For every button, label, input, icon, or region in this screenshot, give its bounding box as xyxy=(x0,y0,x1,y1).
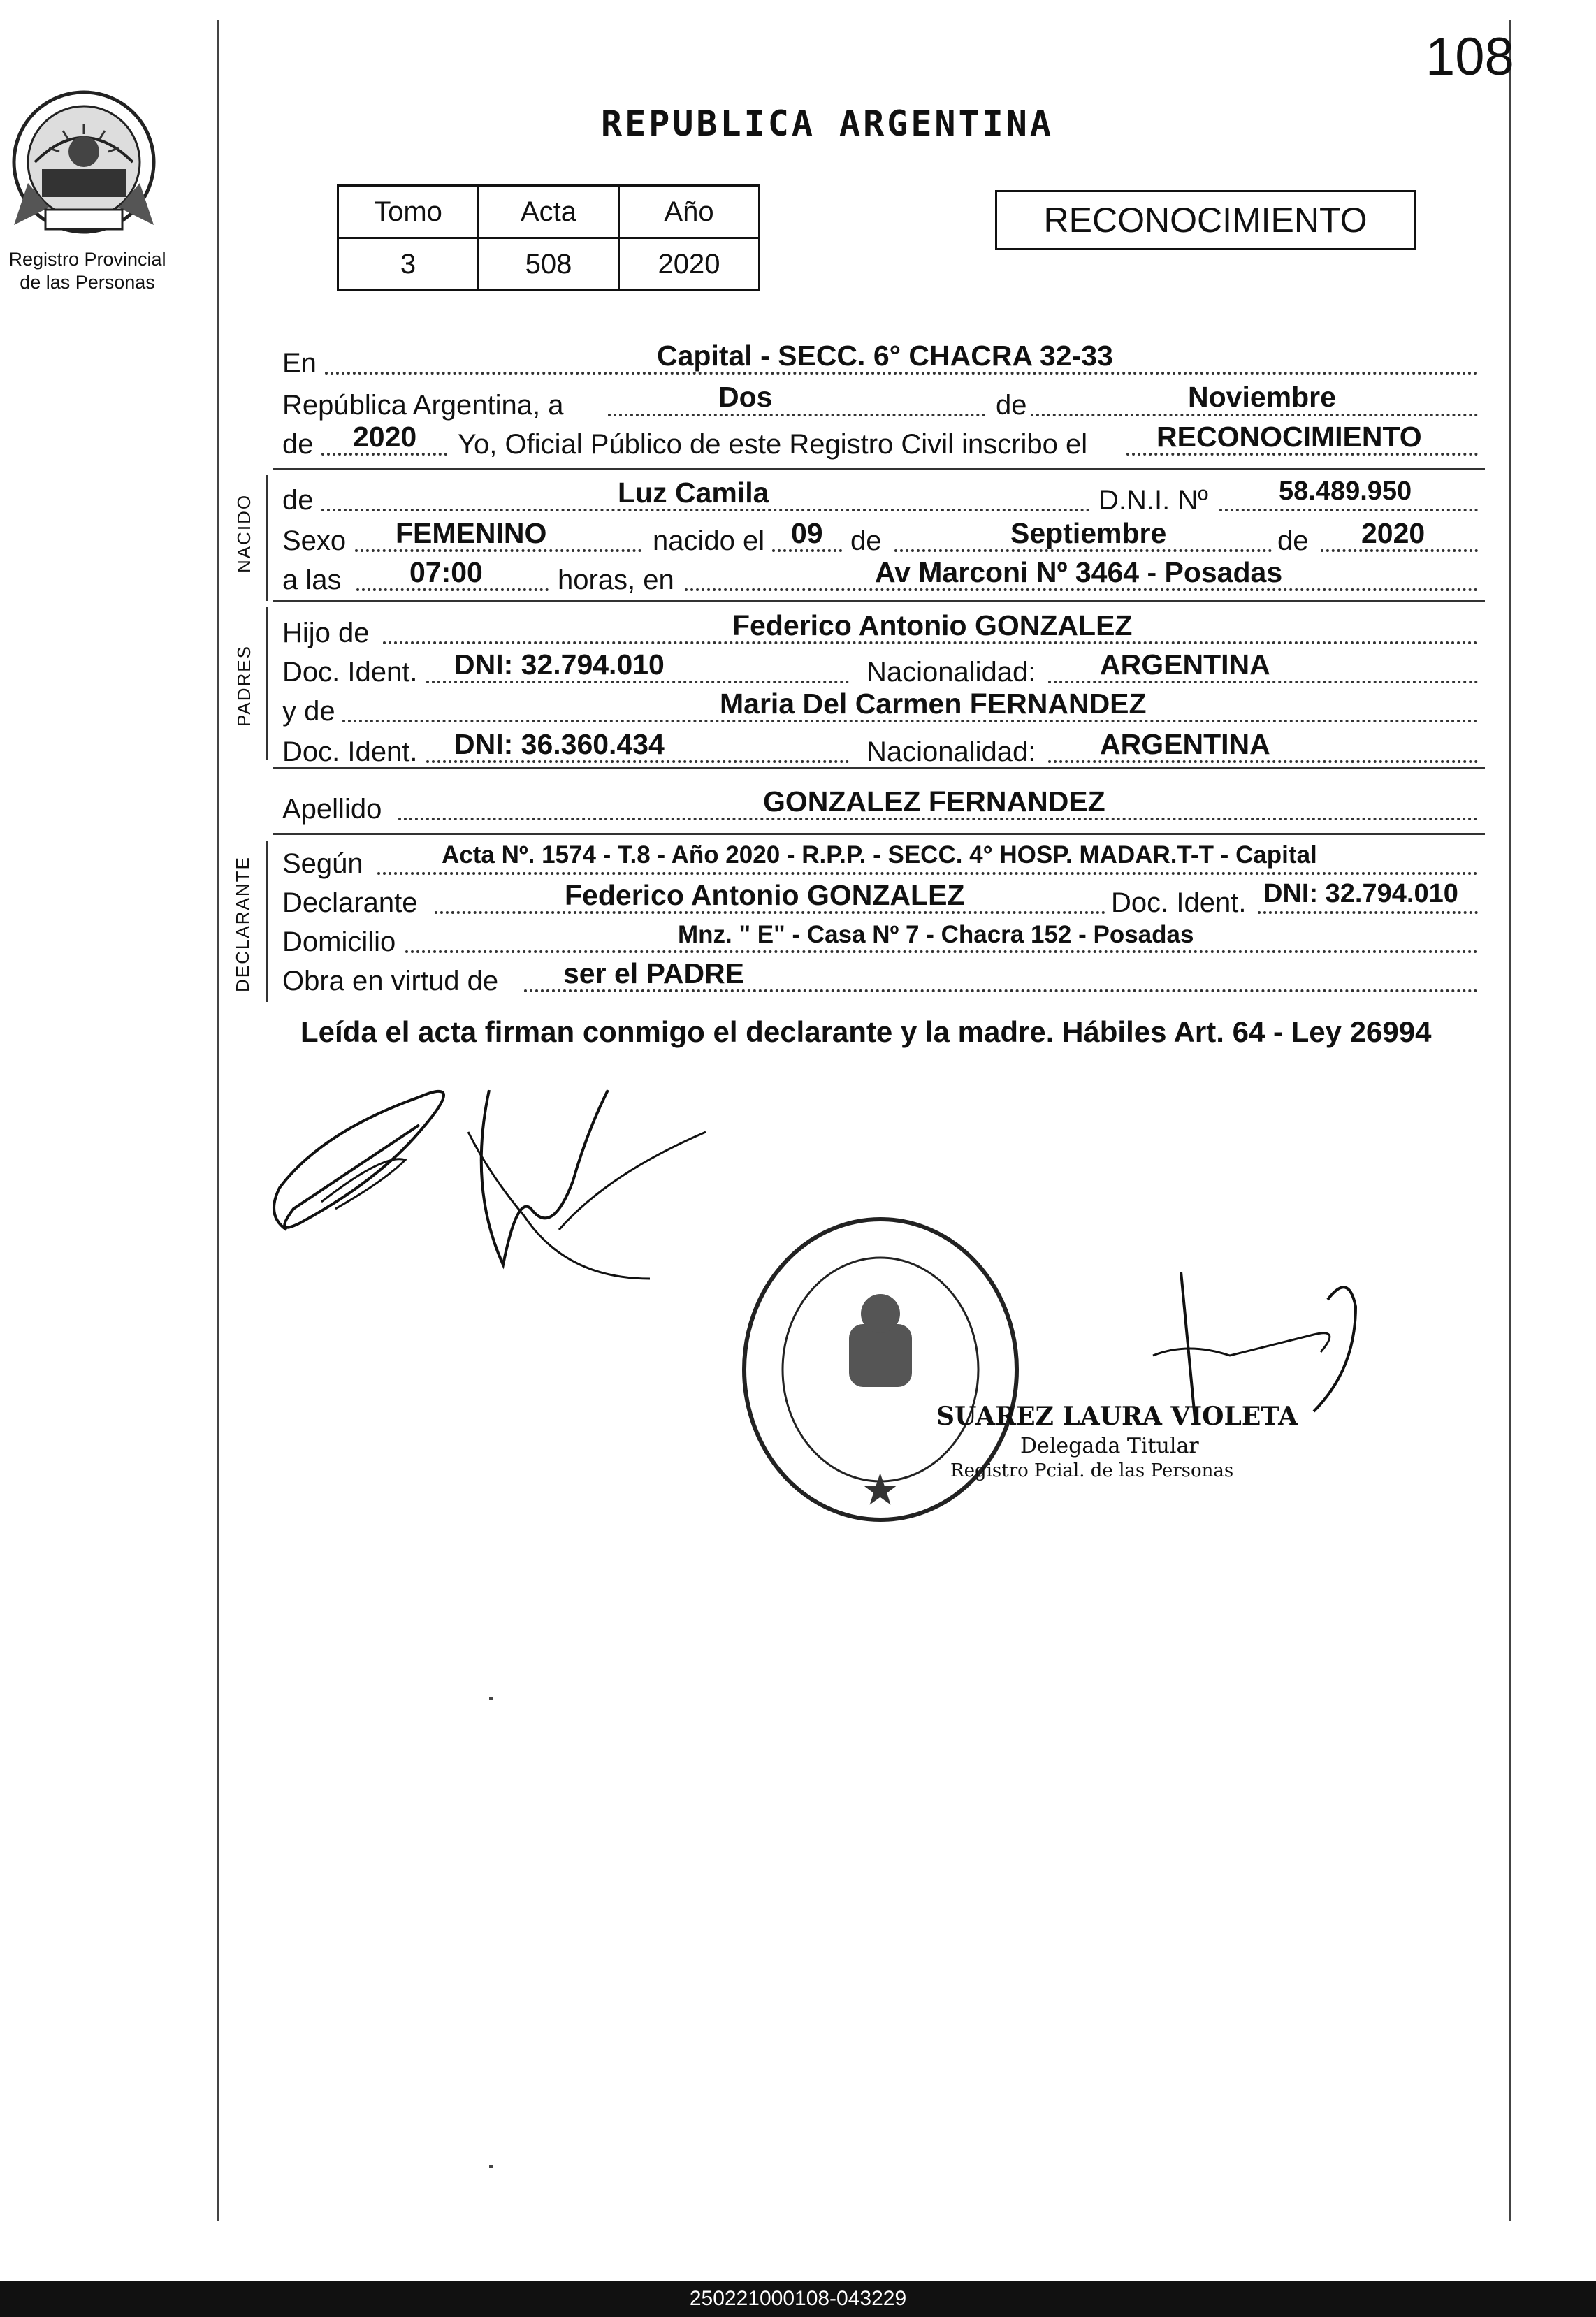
nacido-el-label: nacido el xyxy=(653,525,765,556)
padres-section-label: PADRES xyxy=(233,645,254,727)
right-margin-line xyxy=(1509,20,1511,2221)
republica-label: República Argentina, a xyxy=(282,390,564,421)
domicilio-label: Domicilio xyxy=(282,927,396,957)
inscribo-value: RECONOCIMIENTO xyxy=(1156,421,1422,453)
father-nationality: ARGENTINA xyxy=(1100,648,1270,681)
mother-name: Maria Del Carmen FERNANDEZ xyxy=(720,688,1147,720)
registry-logo xyxy=(7,85,175,242)
declarante-name: Federico Antonio GONZALEZ xyxy=(565,879,965,911)
page-number: 108 xyxy=(1425,27,1514,87)
day-value: Dos xyxy=(718,381,773,413)
declarante-doc-label: Doc. Ident. xyxy=(1111,887,1247,918)
official-name: SUAREZ LAURA VIOLETA xyxy=(936,1402,1298,1431)
en-label: En xyxy=(282,348,317,379)
father-nat-label: Nacionalidad: xyxy=(866,657,1036,688)
official-role: Delegada Titular xyxy=(1020,1434,1199,1458)
value-acta: 508 xyxy=(479,238,619,291)
mother-doc: DNI: 36.360.434 xyxy=(454,728,665,760)
scan-mark xyxy=(489,1697,493,1700)
segun-label: Según xyxy=(282,848,363,879)
de-label-3: de xyxy=(1277,525,1309,556)
record-type-badge: RECONOCIMIENTO xyxy=(995,190,1416,250)
declarant-signature xyxy=(259,1048,748,1397)
header-tomo: Tomo xyxy=(338,186,479,238)
scan-mark xyxy=(489,2165,493,2168)
year-value: 2020 xyxy=(353,421,417,453)
mother-nat-label: Nacionalidad: xyxy=(866,736,1036,767)
obra-label: Obra en virtud de xyxy=(282,966,499,996)
birth-day: 09 xyxy=(791,517,823,549)
horas-label: horas, en xyxy=(558,565,674,595)
declarante-label: Declarante xyxy=(282,887,418,918)
header-ano: Año xyxy=(619,186,760,238)
footer-id-bar: 250221000108-043229 xyxy=(0,2281,1596,2317)
father-doc-label: Doc. Ident. xyxy=(282,657,418,688)
de-label: de xyxy=(996,390,1027,421)
nacido-section-label: NACIDO xyxy=(233,493,254,573)
birth-month: Septiembre xyxy=(1010,517,1167,549)
child-name: Luz Camila xyxy=(618,477,769,509)
value-ano: 2020 xyxy=(619,238,760,291)
segun-value: Acta Nº. 1574 - T.8 - Año 2020 - R.P.P. - SECC. 4° HOSP. MADAR.T-T - Capital xyxy=(442,841,1317,869)
nacido-de-label: de xyxy=(282,485,314,516)
sexo-label: Sexo xyxy=(282,525,347,556)
left-margin-line xyxy=(217,20,219,2221)
obra-value: ser el PADRE xyxy=(563,957,745,989)
father-name: Federico Antonio GONZALEZ xyxy=(732,609,1133,641)
birth-year: 2020 xyxy=(1361,517,1425,549)
de2-label: de xyxy=(282,429,314,460)
dni-label: D.N.I. Nº xyxy=(1098,485,1208,516)
registry-label: Registro Provincial de las Personas xyxy=(8,249,166,293)
apellido-value: GONZALEZ FERNANDEZ xyxy=(763,785,1105,818)
closing-text: Leída el acta firman conmigo el declarante y la madre. Hábiles Art. 64 - Ley 26994 xyxy=(300,1015,1432,1048)
child-dni: 58.489.950 xyxy=(1279,477,1412,506)
sexo-value: FEMENINO xyxy=(396,517,547,549)
y-de-label: y de xyxy=(282,696,335,727)
header-acta: Acta xyxy=(479,186,619,238)
month-value: Noviembre xyxy=(1188,381,1336,413)
mother-nationality: ARGENTINA xyxy=(1100,728,1270,760)
birth-place: Av Marconi Nº 3464 - Posadas xyxy=(875,556,1283,588)
birth-time: 07:00 xyxy=(409,556,483,588)
official-stamp-seal xyxy=(727,1209,1034,1537)
record-table xyxy=(337,184,760,291)
father-doc: DNI: 32.794.010 xyxy=(454,648,665,681)
inscribo-label: Yo, Oficial Público de este Registro Civil inscribo el xyxy=(458,429,1088,460)
apellido-label: Apellido xyxy=(282,794,382,825)
declarante-doc: DNI: 32.794.010 xyxy=(1263,879,1458,908)
domicilio-value: Mnz. " E" - Casa Nº 7 - Chacra 152 - Posadas xyxy=(678,921,1194,948)
en-value: Capital - SECC. 6° CHACRA 32-33 xyxy=(657,340,1113,372)
de-label-2: de xyxy=(850,525,882,556)
declarante-section-label: DECLARANTE xyxy=(232,856,253,992)
a-las-label: a las xyxy=(282,565,342,595)
official-org: Registro Pcial. de las Personas xyxy=(950,1460,1234,1481)
document-title: REPUBLICA ARGENTINA xyxy=(601,103,1054,144)
value-tomo: 3 xyxy=(338,238,479,291)
hijo-de-label: Hijo de xyxy=(282,618,370,648)
provincia-misiones-seal-icon xyxy=(7,85,161,239)
mother-doc-label: Doc. Ident. xyxy=(282,736,418,767)
